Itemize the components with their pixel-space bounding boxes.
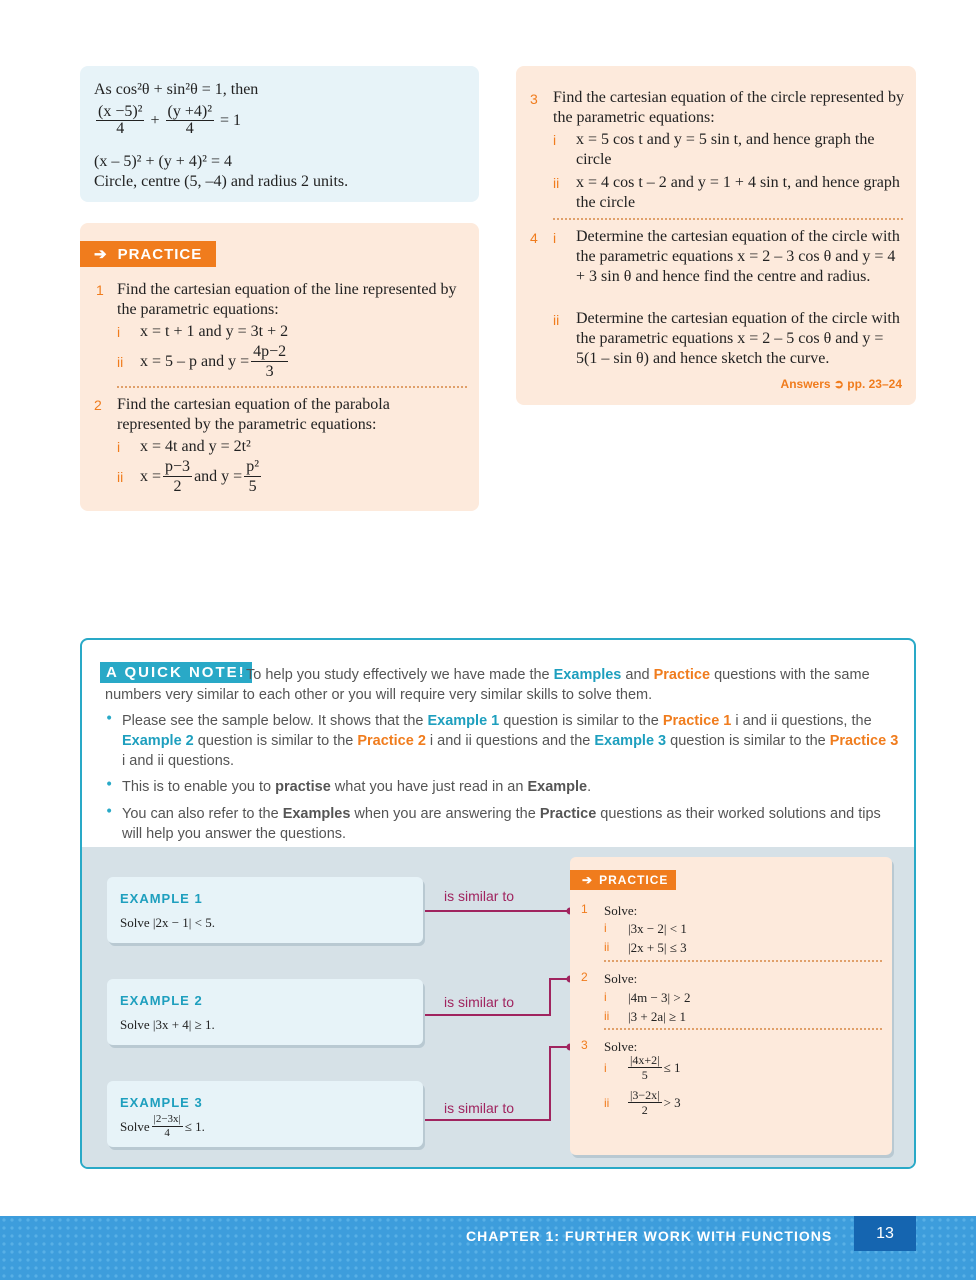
practice-part: $\frac{|3-2x|}{2}$ > 3 <box>630 1088 681 1117</box>
quick-note-tag: A QUICK NOTE! <box>100 662 252 683</box>
part-label: ii <box>553 312 560 328</box>
fraction: $\frac{|3-2x|}{2}$ <box>630 1088 660 1117</box>
bullet-dot: • <box>105 804 114 820</box>
fraction: $\frac{\text{p²}}{5}$ <box>246 458 259 495</box>
arrow-right-icon: ➔ <box>94 246 108 263</box>
example-card-1[interactable] <box>107 877 423 943</box>
quick-note-bullet-1: Please see the sample below. It shows that the Example 1 question is similar to the Practice 1 i and ii questions, the Example 2 question is similar to the Practice 2 i and ii questions and the Example 3 question is similar to the Practice 3 i and ii questions. <box>122 713 899 769</box>
part-label: ii <box>604 1096 610 1110</box>
part-label: ii <box>604 1009 610 1023</box>
part-label: ii <box>553 175 560 191</box>
practice-solve: Solve: <box>604 903 638 918</box>
part-text: x = 5 – p and y = $\frac{4p-2}{3}$ <box>140 343 287 380</box>
similar-label-1: is similar to <box>444 888 515 904</box>
practice-part: |3 + 2a| ≥ 1 <box>628 1009 686 1024</box>
divider <box>117 386 467 388</box>
fraction: $\frac{|2-3x|}{4}$ <box>153 1113 181 1139</box>
solution-line-4: Circle, centre (5, –4) and radius 2 units. <box>94 173 349 190</box>
practice-part: $\frac{|4x+2|}{5}$ ≤ 1 <box>630 1053 681 1082</box>
quick-note-bullet-3: You can also refer to the Examples when you are answering the Practice questions as their worked solutions and tips will help you answer the questions. <box>122 806 881 842</box>
part-text: Determine the cartesian equation of the circle with the parametric equations x = 2 – 3 cos θ and y = 4 + 3 sin θ and hence find the centre and radius. <box>576 228 900 285</box>
fraction: $\frac{|4x+2|}{5}$ <box>630 1053 660 1082</box>
practice-solve: Solve: <box>604 971 638 986</box>
example-title: EXAMPLE 1 <box>120 891 203 906</box>
quick-note-bullet-2: This is to enable you to practise what you have just read in an Example. <box>122 779 592 795</box>
part-label: i <box>604 990 607 1004</box>
part-text: x = t + 1 and y = 3t + 2 <box>140 323 289 340</box>
divider <box>604 1028 882 1030</box>
example-title: EXAMPLE 3 <box>120 1095 203 1110</box>
practice-part: |4m − 3| > 2 <box>628 990 691 1005</box>
quick-note-box <box>80 638 916 1169</box>
example-text: Solve |2x − 1| < 5. <box>120 915 215 930</box>
example-card-2[interactable] <box>107 979 423 1045</box>
part-label: i <box>553 230 557 246</box>
similar-label-3: is similar to <box>444 1100 515 1116</box>
sample-area <box>82 847 914 1167</box>
divider <box>553 218 903 220</box>
part-label: ii <box>117 469 124 485</box>
bullet-dot: • <box>105 777 114 793</box>
practice-tag-small: ➔ PRACTICE <box>570 870 676 890</box>
dot-pattern <box>0 1216 976 1280</box>
solution-equation: $\frac{\text{(x −5)²}}{4}$ + $\frac{\text{(y +4)²}}{4}$ = 1 <box>98 103 242 137</box>
example-text: Solve |3x + 4| ≥ 1. <box>120 1017 215 1032</box>
example-title: EXAMPLE 2 <box>120 993 203 1008</box>
part-label: i <box>117 439 121 455</box>
question-text: Find the cartesian equation of the line represented by the parametric equations: <box>117 281 457 318</box>
solution-line-3: (x – 5)² + (y + 4)² = 4 <box>94 153 232 170</box>
question-number: 2 <box>94 397 102 413</box>
solution-line-1: As cos²θ + sin²θ = 1, then <box>94 81 259 98</box>
part-label: ii <box>117 354 124 370</box>
solution-box <box>80 66 479 202</box>
chapter-title: CHAPTER 1: FURTHER WORK WITH FUNCTIONS <box>466 1228 833 1244</box>
part-text: Determine the cartesian equation of the circle with the parametric equations x = 2 – 5 cos θ and y = 5(1 – sin θ) and hence sketch the curve. <box>576 310 900 367</box>
fraction: $\frac{4p-2}{3}$ <box>253 343 287 380</box>
part-text: x = 4 cos t – 2 and y = 1 + 4 sin t, and hence graph the circle <box>576 174 900 211</box>
practice-solve: Solve: <box>604 1039 638 1054</box>
practice-number: 1 <box>581 902 588 916</box>
part-label: i <box>604 921 607 935</box>
practice-part: |3x − 2| < 1 <box>628 921 687 936</box>
solution-fraction-2: $\frac{\text{(y +4)²}}{4}$ <box>167 103 212 137</box>
part-text: x = 4t and y = 2t² <box>140 438 251 455</box>
practice-part: |2x + 5| ≤ 3 <box>628 940 687 955</box>
arrow-right-icon: ➔ <box>582 873 594 887</box>
question-number: 4 <box>530 230 538 246</box>
question-number: 3 <box>530 91 538 107</box>
question-text: Find the cartesian equation of the circle represented by the parametric equations: <box>553 89 904 126</box>
part-label: ii <box>604 940 610 954</box>
part-label: i <box>604 1061 607 1075</box>
practice-number: 2 <box>581 970 588 984</box>
page-number: 13 <box>854 1216 916 1251</box>
practice-box-right <box>516 66 916 405</box>
part-text: x = 5 cos t and y = 5 sin t, and hence graph the circle <box>576 131 875 168</box>
part-label: i <box>553 132 557 148</box>
example-text: Solve $\frac{|2-3x|}{4}$ ≤ 1. <box>120 1113 205 1139</box>
part-label: i <box>117 324 121 340</box>
practice-number: 3 <box>581 1038 588 1052</box>
answers-reference[interactable]: Answers ➲ pp. 23–24 <box>780 377 902 391</box>
similar-label-2: is similar to <box>444 994 515 1010</box>
practice-tag: ➔ PRACTICE <box>80 241 216 267</box>
quick-note-intro: To help you study effectively we have made the Examples and Practice questions with the same numbers very similar to each other or you will require very similar skills to solve them. <box>105 667 870 703</box>
fraction: $\frac{p-3}{2}$ <box>165 458 191 495</box>
page-footer <box>0 1216 976 1280</box>
practice-sample-card <box>570 857 892 1155</box>
divider <box>604 960 882 962</box>
example-card-3[interactable] <box>107 1081 423 1147</box>
question-text: Find the cartesian equation of the parabola represented by the parametric equations: <box>117 396 390 433</box>
bullet-dot: • <box>105 711 114 727</box>
practice-box-left <box>80 223 479 511</box>
part-text: x = $\frac{p-3}{2}$ and y = $\frac{\text{p²}}{5}$ <box>140 458 259 495</box>
question-number: 1 <box>96 282 104 298</box>
solution-fraction-1: $\frac{\text{(x −5)²}}{4}$ <box>98 103 143 137</box>
